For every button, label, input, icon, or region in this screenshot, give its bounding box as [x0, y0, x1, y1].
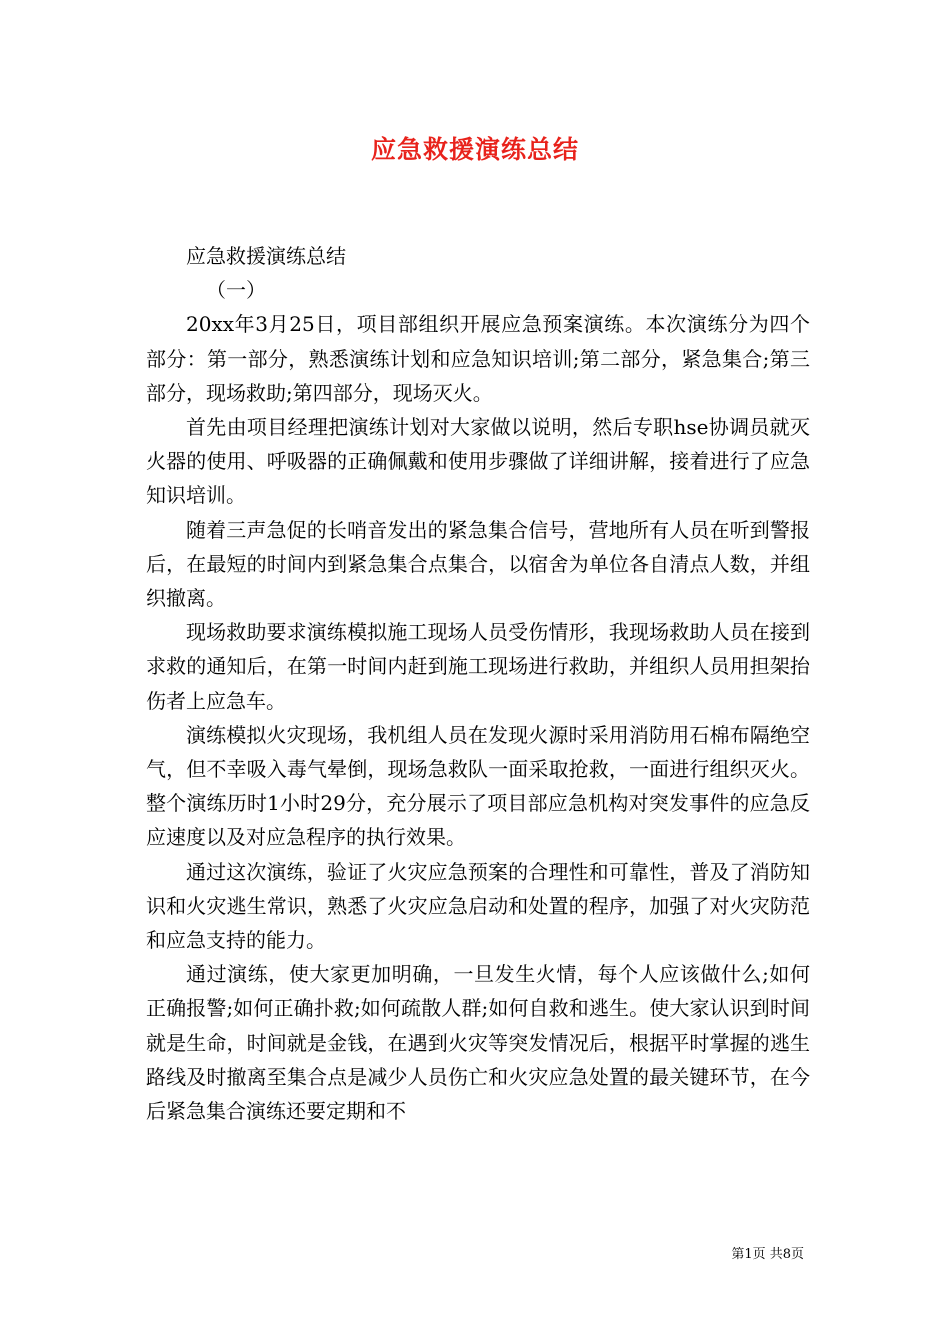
- document-title: 应急救援演练总结: [370, 135, 579, 164]
- paragraph: 20xx年3月25日，项目部组织开展应急预案演练。本次演练分为四个部分：第一部分，熟悉演练计划和应急知识培训;第二部分，紧急集合;第三部分，现场救助;第四部分，现场灭火。: [146, 312, 810, 405]
- paragraph: 随着三声急促的长哨音发出的紧急集合信号，营地所有人员在听到警报后，在最短的时间内到紧急集合点集合，以宿舍为单位各自清点人数，并组织撤离。: [146, 517, 810, 611]
- paragraph: 演练模拟火灾现场，我机组人员在发现火源时采用消防用石棉布隔绝空气，但不幸吸入毒气晕倒，现场急救队一面采取抢救，一面进行组织灭火。整个演练历时1小时29分，充分展示了项目部应急机构对突发事件的应急反应速度以及对应急程序的执行效果。: [146, 722, 810, 850]
- paragraph: 通过这次演练，验证了火灾应急预案的合理性和可靠性，普及了消防知识和火灾逃生常识，熟悉了火灾应急启动和处置的程序，加强了对火灾防范和应急支持的能力。: [146, 859, 810, 953]
- page-number: 第1页 共8页: [731, 1247, 804, 1262]
- section-marker: （一）: [206, 278, 266, 303]
- document-body: [146, 239, 810, 1128]
- paragraph: 现场救助要求演练模拟施工现场人员受伤情形，我现场救助人员在接到求救的通知后，在第一时间内赶到施工现场进行救助，并组织人员用担架抬伤者上应急车。: [146, 620, 810, 713]
- paragraph: 首先由项目经理把演练计划对大家做以说明，然后专职hse协调员就灭火器的使用、呼吸器的正确佩戴和使用步骤做了详细讲解，接着进行了应急知识培训。: [146, 415, 810, 508]
- document-subtitle: 应急救援演练总结: [186, 244, 346, 268]
- paragraph: 通过演练，使大家更加明确，一旦发生火情，每个人应该做什么;如何正确报警;如何正确扑救;如何疏散人群;如何自救和逃生。使大家认识到时间就是生命，时间就是金钱，在遇到火灾等突发情况后，根据平时掌握的逃生路线及时撤离至集合点是减少人员伤亡和火灾应急处置的最关键环节，在今后紧急集合演练还要定期和不: [146, 962, 810, 1124]
